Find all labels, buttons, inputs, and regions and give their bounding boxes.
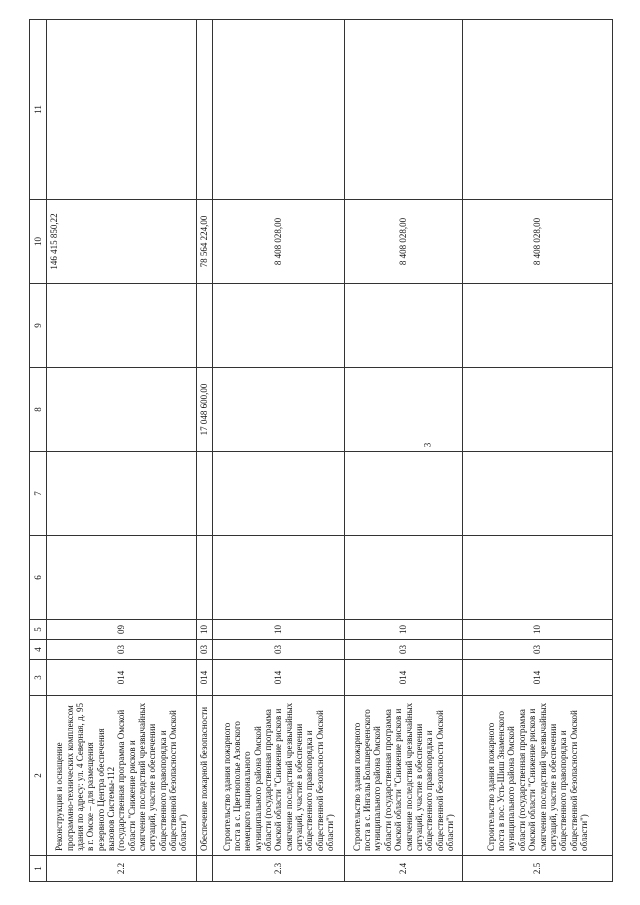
col-header-8: 8 <box>30 368 47 452</box>
cell-c5: 10 <box>463 620 613 640</box>
row-number <box>197 856 213 882</box>
cell-c6 <box>463 536 613 620</box>
cell-c10: 8 408 028,00 <box>213 200 345 284</box>
cell-c9 <box>47 284 197 368</box>
col-header-10: 10 <box>30 200 47 284</box>
cell-c8 <box>213 368 345 452</box>
cell-c10: 8 408 028,00 <box>463 200 613 284</box>
col-header-3: 3 <box>30 660 47 696</box>
cell-c7 <box>213 452 345 536</box>
cell-c4: 03 <box>197 640 213 660</box>
col-header-4: 4 <box>30 640 47 660</box>
row-number: 2.3 <box>213 856 345 882</box>
row-name: Строительство здания пожарного поста в с. Цветнополье Азовского немецкого национального муниципального района Омской области (государственная программа Омской области "Снижение рисков и смягчение последствий чрезвычайных ситуаций, участие в обеспечении общественного правопорядка и общественной безопасности Омской области") <box>213 696 345 856</box>
header-row <box>30 20 47 882</box>
cell-c4: 03 <box>345 640 463 660</box>
cell-c3: 014 <box>463 660 613 696</box>
cell-c8 <box>463 368 613 452</box>
col-header-6: 6 <box>30 536 47 620</box>
cell-c7 <box>463 452 613 536</box>
row-number: 2.4 <box>345 856 463 882</box>
cell-c10: 146 415 850,22 <box>47 200 197 284</box>
cell-c9 <box>463 284 613 368</box>
cell-c11 <box>47 20 197 200</box>
cell-c7 <box>197 452 213 536</box>
cell-c4: 03 <box>213 640 345 660</box>
cell-c7 <box>345 452 463 536</box>
col-header-11: 11 <box>30 20 47 200</box>
cell-c3: 014 <box>345 660 463 696</box>
cell-c3: 014 <box>213 660 345 696</box>
cell-c9 <box>345 284 463 368</box>
cell-c5: 10 <box>197 620 213 640</box>
cell-c5: 09 <box>47 620 197 640</box>
col-header-7: 7 <box>30 452 47 536</box>
cell-c11 <box>197 20 213 200</box>
row-name: Строительство здания пожарного поста в пос. Усть-Шиш Знаменского муниципального района Омской области (государственная программа Омской области "Снижение рисков и смягчение последствий чрезвычайных ситуаций, участие в обеспечении общественного правопорядка и общественной безопасности Омской области") <box>463 696 613 856</box>
col-header-2: 2 <box>30 696 47 856</box>
cell-c4: 03 <box>463 640 613 660</box>
cell-c6 <box>197 536 213 620</box>
cell-c6 <box>345 536 463 620</box>
rotated-table-container <box>29 20 611 882</box>
cell-c7 <box>47 452 197 536</box>
row-name: Строительство здания пожарного поста в с. Ингалы Большереченского муниципального района Омской области (государственная программа Омской области "Снижение рисков и смягчение последствий чрезвычайных ситуаций, участие в обеспечении общественного правопорядка и общественной безопасности Омской области") <box>345 696 463 856</box>
table-row <box>213 20 345 882</box>
row-number: 2.5 <box>463 856 613 882</box>
cell-c10: 78 564 224,00 <box>197 200 213 284</box>
cell-c11 <box>345 20 463 200</box>
cell-c10: 8 408 028,00 <box>345 200 463 284</box>
cell-c4: 03 <box>47 640 197 660</box>
budget-table <box>29 19 613 882</box>
cell-c8 <box>47 368 197 452</box>
col-header-1: 1 <box>30 856 47 882</box>
page-number: 3 <box>422 442 433 448</box>
table-row <box>197 20 213 882</box>
cell-c3: 014 <box>47 660 197 696</box>
table-row <box>463 20 613 882</box>
col-header-9: 9 <box>30 284 47 368</box>
cell-c6 <box>47 536 197 620</box>
cell-c3: 014 <box>197 660 213 696</box>
cell-c9 <box>197 284 213 368</box>
cell-c11 <box>463 20 613 200</box>
table-row <box>345 20 463 882</box>
cell-c5: 10 <box>345 620 463 640</box>
row-name: Реконструкция и оснащение программно-технических комплексом здания по адресу: ул. 4 Северная, д. 95 в г. Омске – для размещения резервного Центра обеспечения вызовов Системы-112 (государственная программа Омской области "Снижение рисков и смягчение последствий чрезвычайных ситуаций, участие в обеспечении общественного правопорядка и общественной безопасности Омской области") <box>47 696 197 856</box>
row-name: Обеспечение пожарной безопасности <box>197 696 213 856</box>
col-header-5: 5 <box>30 620 47 640</box>
cell-c5: 10 <box>213 620 345 640</box>
row-number: 2.2 <box>47 856 197 882</box>
table-wrapper <box>29 20 611 882</box>
cell-c9 <box>213 284 345 368</box>
cell-c8: 17 048 600,00 <box>197 368 213 452</box>
cell-c8 <box>345 368 463 452</box>
table-row <box>47 20 197 882</box>
cell-c11 <box>213 20 345 200</box>
cell-c6 <box>213 536 345 620</box>
